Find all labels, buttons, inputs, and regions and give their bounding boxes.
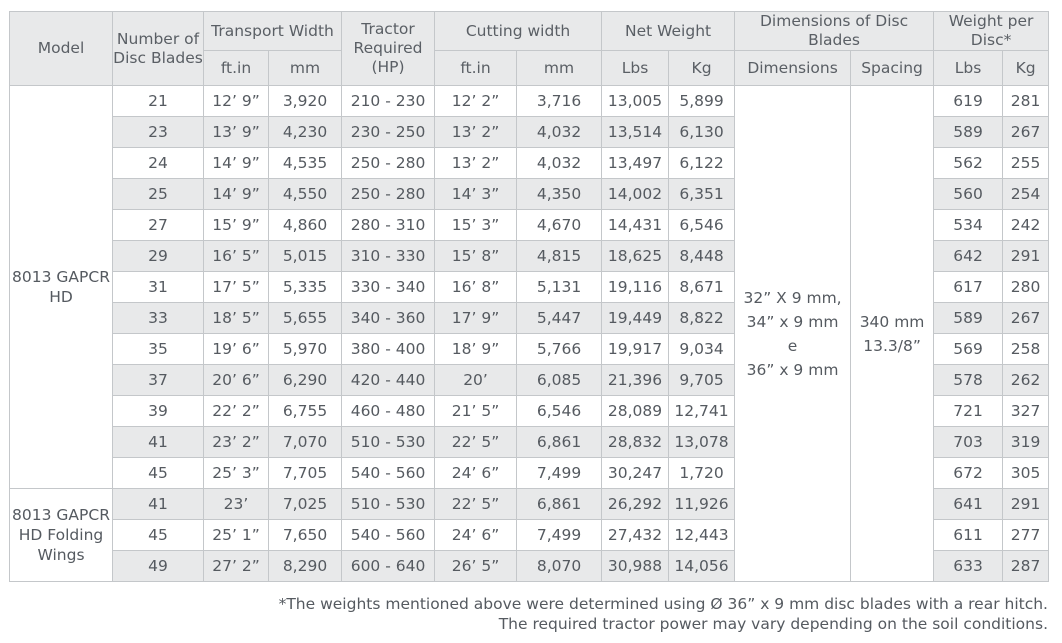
table-cell: 540 - 560 <box>342 458 435 489</box>
table-cell: 33 <box>113 303 204 334</box>
table-cell: 41 <box>113 427 204 458</box>
table-cell: 15’ 9” <box>204 210 269 241</box>
table-cell: 9,705 <box>669 365 735 396</box>
table-cell: 703 <box>934 427 1003 458</box>
header-tractor-required: Tractor Required (HP) <box>342 12 435 86</box>
table-cell: 460 - 480 <box>342 396 435 427</box>
disc-spacing-line: 340 mm <box>859 312 925 331</box>
table-cell: 20’ 6” <box>204 365 269 396</box>
disc-dimensions-line: e <box>787 336 798 355</box>
table-cell: 22’ 2” <box>204 396 269 427</box>
table-cell: 12,741 <box>669 396 735 427</box>
table-cell: 12,443 <box>669 520 735 551</box>
table-cell: 39 <box>113 396 204 427</box>
table-cell: 510 - 530 <box>342 427 435 458</box>
subheader-cutting-ftin: ft.in <box>435 51 517 86</box>
table-cell: 611 <box>934 520 1003 551</box>
disc-spacing-cell <box>851 86 934 582</box>
table-cell: 21 <box>113 86 204 117</box>
subheader-disc-kg: Kg <box>1003 51 1049 86</box>
table-cell: 619 <box>934 86 1003 117</box>
header-model: Model <box>10 12 113 86</box>
table-cell: 600 - 640 <box>342 551 435 582</box>
table-cell: 5,015 <box>269 241 342 272</box>
table-cell: 262 <box>1003 365 1049 396</box>
footnote-line-2: The required tractor power may vary depending on the soil conditions. <box>498 615 1048 633</box>
table-cell: 633 <box>934 551 1003 582</box>
table-cell: 319 <box>1003 427 1049 458</box>
table-cell: 25’ 3” <box>204 458 269 489</box>
table-cell: 14,056 <box>669 551 735 582</box>
table-cell: 3,716 <box>517 86 602 117</box>
table-cell: 14,002 <box>602 179 669 210</box>
table-cell: 5,899 <box>669 86 735 117</box>
table-cell: 327 <box>1003 396 1049 427</box>
table-cell: 4,032 <box>517 117 602 148</box>
table-cell: 22’ 5” <box>435 427 517 458</box>
table-cell: 30,247 <box>602 458 669 489</box>
table-cell: 8,448 <box>669 241 735 272</box>
table-cell: 569 <box>934 334 1003 365</box>
table-cell: 4,860 <box>269 210 342 241</box>
table-cell: 22’ 5” <box>435 489 517 520</box>
header-transport-width: Transport Width <box>204 12 342 51</box>
table-cell: 340 - 360 <box>342 303 435 334</box>
table-cell: 27’ 2” <box>204 551 269 582</box>
table-cell: 287 <box>1003 551 1049 582</box>
table-cell: 254 <box>1003 179 1049 210</box>
disc-spacing-line: 13.3/8” <box>863 336 921 355</box>
table-cell: 5,335 <box>269 272 342 303</box>
table-cell: 4,535 <box>269 148 342 179</box>
table-cell: 45 <box>113 520 204 551</box>
table-cell: 255 <box>1003 148 1049 179</box>
table-cell: 13,005 <box>602 86 669 117</box>
table-cell: 13,078 <box>669 427 735 458</box>
table-cell: 12’ 2” <box>435 86 517 117</box>
table-cell: 305 <box>1003 458 1049 489</box>
table-cell: 310 - 330 <box>342 241 435 272</box>
table-cell: 589 <box>934 303 1003 334</box>
table-cell: 6,122 <box>669 148 735 179</box>
header-row-1 <box>10 12 1049 51</box>
table-cell: 21’ 5” <box>435 396 517 427</box>
table-body <box>10 86 1049 582</box>
table-cell: 16’ 5” <box>204 241 269 272</box>
table-cell: 258 <box>1003 334 1049 365</box>
table-cell: 281 <box>1003 86 1049 117</box>
table-cell: 420 - 440 <box>342 365 435 396</box>
table-cell: 7,070 <box>269 427 342 458</box>
table-cell: 26’ 5” <box>435 551 517 582</box>
table-cell: 4,815 <box>517 241 602 272</box>
table-cell: 277 <box>1003 520 1049 551</box>
subheader-net-lbs: Lbs <box>602 51 669 86</box>
table-cell: 642 <box>934 241 1003 272</box>
table-cell: 16’ 8” <box>435 272 517 303</box>
table-cell: 18,625 <box>602 241 669 272</box>
table-cell: 41 <box>113 489 204 520</box>
table-cell: 4,350 <box>517 179 602 210</box>
table-cell: 510 - 530 <box>342 489 435 520</box>
table-cell: 7,650 <box>269 520 342 551</box>
subheader-cutting-mm: mm <box>517 51 602 86</box>
table-cell: 330 - 340 <box>342 272 435 303</box>
table-cell: 29 <box>113 241 204 272</box>
table-cell: 534 <box>934 210 1003 241</box>
header-number-of-disc-blades: Number of Disc Blades <box>113 12 204 86</box>
table-cell: 540 - 560 <box>342 520 435 551</box>
table-cell: 7,705 <box>269 458 342 489</box>
table-cell: 30,988 <box>602 551 669 582</box>
table-cell: 6,290 <box>269 365 342 396</box>
subheader-spacing: Spacing <box>851 51 934 86</box>
table-cell: 37 <box>113 365 204 396</box>
table-cell: 13’ 2” <box>435 117 517 148</box>
table-cell: 6,351 <box>669 179 735 210</box>
table-cell: 5,447 <box>517 303 602 334</box>
table-cell: 6,861 <box>517 489 602 520</box>
table-cell: 5,655 <box>269 303 342 334</box>
table-cell: 14’ 9” <box>204 148 269 179</box>
table-cell: 210 - 230 <box>342 86 435 117</box>
table-cell: 19,917 <box>602 334 669 365</box>
table-cell: 7,025 <box>269 489 342 520</box>
table-cell: 23’ <box>204 489 269 520</box>
table-cell: 24 <box>113 148 204 179</box>
table-cell: 5,970 <box>269 334 342 365</box>
table-cell: 267 <box>1003 117 1049 148</box>
table-cell: 28,089 <box>602 396 669 427</box>
table-cell: 45 <box>113 458 204 489</box>
table-cell: 13’ 2” <box>435 148 517 179</box>
table-cell: 5,131 <box>517 272 602 303</box>
table-cell: 8,822 <box>669 303 735 334</box>
table-cell: 23’ 2” <box>204 427 269 458</box>
model-name: 8013 GAPCR HD Folding Wings <box>10 489 113 582</box>
disc-dimensions-line: 36” x 9 mm <box>746 360 839 379</box>
table-cell: 28,832 <box>602 427 669 458</box>
table-cell: 20’ <box>435 365 517 396</box>
table-cell: 578 <box>934 365 1003 396</box>
subheader-disc-lbs: Lbs <box>934 51 1003 86</box>
header-dimensions-of-disc-blades: Dimensions of Disc Blades <box>735 12 934 51</box>
table-cell: 23 <box>113 117 204 148</box>
table-cell: 27,432 <box>602 520 669 551</box>
table-cell: 8,070 <box>517 551 602 582</box>
table-cell: 31 <box>113 272 204 303</box>
table-cell: 19,449 <box>602 303 669 334</box>
table-cell: 562 <box>934 148 1003 179</box>
header-net-weight: Net Weight <box>602 12 735 51</box>
subheader-dimensions: Dimensions <box>735 51 851 86</box>
header-weight-per-disc: Weight per Disc* <box>934 12 1049 51</box>
table-cell: 15’ 3” <box>435 210 517 241</box>
table-cell: 641 <box>934 489 1003 520</box>
table-row <box>10 86 1049 117</box>
table-cell: 13,514 <box>602 117 669 148</box>
table-cell: 617 <box>934 272 1003 303</box>
table-cell: 35 <box>113 334 204 365</box>
table-cell: 14’ 9” <box>204 179 269 210</box>
disc-dimensions-line: 34” x 9 mm <box>746 312 839 331</box>
table-cell: 25’ 1” <box>204 520 269 551</box>
table-cell: 7,499 <box>517 458 602 489</box>
table-cell: 242 <box>1003 210 1049 241</box>
table-cell: 11,926 <box>669 489 735 520</box>
table-cell: 7,499 <box>517 520 602 551</box>
footnote <box>279 594 1048 634</box>
table-cell: 19’ 6” <box>204 334 269 365</box>
table-cell: 18’ 9” <box>435 334 517 365</box>
table-cell: 4,550 <box>269 179 342 210</box>
table-cell: 291 <box>1003 241 1049 272</box>
table-cell: 14,431 <box>602 210 669 241</box>
table-cell: 15’ 8” <box>435 241 517 272</box>
disc-dimensions-cell <box>735 86 851 582</box>
table-cell: 9,034 <box>669 334 735 365</box>
table-cell: 4,670 <box>517 210 602 241</box>
table-cell: 24’ 6” <box>435 520 517 551</box>
footnote-line-1: *The weights mentioned above were determined using Ø 36” x 9 mm disc blades with a rear hitch. <box>278 595 1048 613</box>
table-cell: 13,497 <box>602 148 669 179</box>
table-cell: 13’ 9” <box>204 117 269 148</box>
table-cell: 589 <box>934 117 1003 148</box>
table-cell: 280 <box>1003 272 1049 303</box>
subheader-transport-ftin: ft.in <box>204 51 269 86</box>
table-cell: 4,230 <box>269 117 342 148</box>
table-cell: 6,546 <box>669 210 735 241</box>
table-cell: 4,032 <box>517 148 602 179</box>
subheader-net-kg: Kg <box>669 51 735 86</box>
table-cell: 21,396 <box>602 365 669 396</box>
table-cell: 17’ 9” <box>435 303 517 334</box>
table-cell: 6,755 <box>269 396 342 427</box>
table-cell: 1,720 <box>669 458 735 489</box>
table-cell: 6,546 <box>517 396 602 427</box>
table-cell: 6,861 <box>517 427 602 458</box>
table-cell: 26,292 <box>602 489 669 520</box>
table-cell: 250 - 280 <box>342 179 435 210</box>
table-cell: 6,130 <box>669 117 735 148</box>
table-cell: 560 <box>934 179 1003 210</box>
table-cell: 12’ 9” <box>204 86 269 117</box>
table-cell: 3,920 <box>269 86 342 117</box>
specifications-table <box>9 11 1049 582</box>
table-cell: 24’ 6” <box>435 458 517 489</box>
table-cell: 25 <box>113 179 204 210</box>
model-name: 8013 GAPCR HD <box>10 86 113 489</box>
table-cell: 5,766 <box>517 334 602 365</box>
table-cell: 250 - 280 <box>342 148 435 179</box>
table-cell: 49 <box>113 551 204 582</box>
table-cell: 280 - 310 <box>342 210 435 241</box>
table-cell: 380 - 400 <box>342 334 435 365</box>
table-cell: 14’ 3” <box>435 179 517 210</box>
table-cell: 18’ 5” <box>204 303 269 334</box>
table-cell: 267 <box>1003 303 1049 334</box>
table-cell: 8,671 <box>669 272 735 303</box>
table-cell: 672 <box>934 458 1003 489</box>
table-cell: 291 <box>1003 489 1049 520</box>
table-cell: 27 <box>113 210 204 241</box>
table-cell: 6,085 <box>517 365 602 396</box>
table-cell: 721 <box>934 396 1003 427</box>
table-cell: 19,116 <box>602 272 669 303</box>
table-cell: 17’ 5” <box>204 272 269 303</box>
table-cell: 230 - 250 <box>342 117 435 148</box>
header-cutting-width: Cutting width <box>435 12 602 51</box>
table-cell: 8,290 <box>269 551 342 582</box>
subheader-transport-mm: mm <box>269 51 342 86</box>
disc-dimensions-line: 32” X 9 mm, <box>743 288 842 307</box>
